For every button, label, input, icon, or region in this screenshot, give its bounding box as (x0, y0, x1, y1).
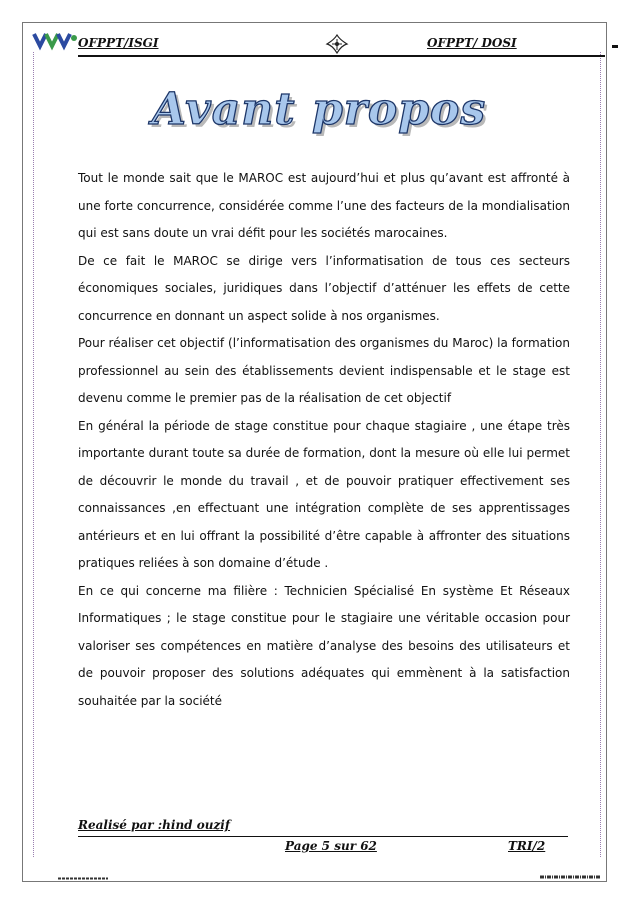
footer-page-number: Page 5 sur 62 (285, 839, 377, 853)
header-rule (78, 55, 605, 57)
right-dotted-rule (600, 52, 602, 857)
footer-class-label: TRI/2 (508, 839, 546, 853)
page-title: Avant propos (151, 84, 487, 135)
footer-rule (78, 836, 568, 837)
header-rule-end (612, 45, 618, 48)
paragraph-2: De ce fait le MAROC se dirige vers l’informatisation de tous ces secteurs économiques sociales, juridiques dans l’objectif d’atténuer les effets de cette concurrence en donnant un aspect solide à nos organismes. (78, 253, 570, 323)
header-left-label: OFPPT/ISGI (78, 36, 159, 50)
left-dotted-rule (33, 52, 35, 857)
paragraph-5: En ce qui concerne ma filière : Technicien Spécialisé En système Et Réseaux Informatiques ; le stage constitue pour le stagiaire une véritable occasion pour valoriser ses compétences en matière d’analyse des besoins des utilisateurs et de pouvoir proposer des solutions adéquates qui emmènent à la satisfaction souhaitée par la société (78, 583, 570, 708)
paragraph-1: Tout le monde sait que le MAROC est aujourd’hui et plus qu’avant est affronté à une forte concurrence, considérée comme l’une des facteurs de la mondialisation qui est sans doute un vrai défit pour les sociétés marocaines. (78, 171, 570, 240)
footer-author: Realisé par :hind ouzif (78, 818, 231, 832)
header-right-label: OFPPT/ DOSI (427, 36, 517, 50)
fleuron-ornament-icon (324, 33, 350, 55)
body-text (78, 165, 570, 715)
footer-right-ornament-icon (540, 873, 600, 881)
ofppt-logo-icon (32, 30, 78, 52)
paragraph-4: En général la période de stage constitue pour chaque stagiaire , une étape très importante durant toute sa durée de formation, dont la mesure où elle lui permet de découvrir le monde du travail , et de pouvoir pratiquer effectivement ses connaissances ,en effectuant une intégration complète de ses apprentissages antérieurs et en lui offrant la possibilité d’être capable à affronter des situations pratiques reliées à son domaine d’étude . (78, 418, 570, 570)
footer-left-ornament-icon (58, 876, 108, 881)
paragraph-3: Pour réaliser cet objectif (l’informatisation des organismes du Maroc) la formation professionnel au sein des établissements devient indispensable et le stage est devenu comme le premier pas de la réalisation de cet objectif (78, 336, 570, 405)
